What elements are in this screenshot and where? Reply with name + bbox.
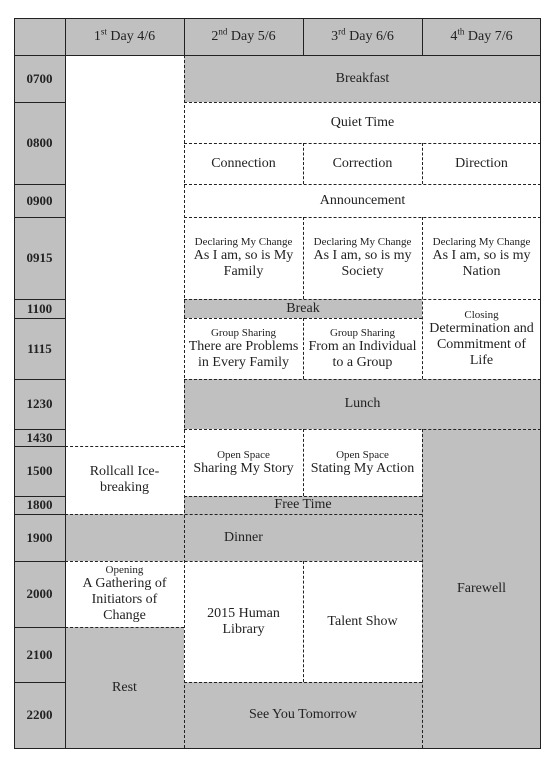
time-row-divider xyxy=(14,429,65,430)
event-divider xyxy=(303,217,304,299)
time-col-divider xyxy=(65,55,66,748)
group-sharing-problems-event xyxy=(184,318,303,379)
see-you-tomorrow-title: See You Tomorrow xyxy=(248,707,358,722)
dinner-event xyxy=(65,514,422,561)
event-divider xyxy=(65,514,422,515)
time-row-divider xyxy=(14,682,65,683)
declaring-society-event xyxy=(303,217,422,299)
event-divider xyxy=(184,429,541,430)
time-0700: 0700 xyxy=(14,55,65,102)
time-1800: 1800 xyxy=(14,496,65,514)
breakfast-title: Breakfast xyxy=(335,70,390,86)
talent-show-title: Talent Show xyxy=(327,613,398,629)
open-space-action-label: Open Space xyxy=(336,448,389,461)
breakfast-event xyxy=(184,55,541,102)
time-row-divider xyxy=(14,102,65,103)
event-divider xyxy=(65,446,184,447)
header-col-divider xyxy=(303,18,304,55)
event-divider xyxy=(184,184,541,185)
event-divider xyxy=(184,55,185,748)
table-border-top xyxy=(14,18,541,19)
announcement-title: Announcement xyxy=(319,192,406,208)
dinner-title: Dinner xyxy=(224,529,263,545)
time-row-divider xyxy=(14,379,65,380)
open-space-story-title: Sharing My Story xyxy=(193,460,294,476)
open-space-action-event xyxy=(303,429,422,496)
human-library-event xyxy=(184,561,303,682)
open-space-story-label: Open Space xyxy=(217,448,270,461)
free-time-event xyxy=(184,496,422,514)
closing-title: Determination and Commitment of Life xyxy=(429,321,534,368)
header-col-divider xyxy=(65,18,66,55)
event-divider xyxy=(303,429,304,496)
event-divider xyxy=(422,429,423,748)
time-1500: 1500 xyxy=(14,446,65,496)
header-col-divider xyxy=(184,18,185,55)
event-divider xyxy=(303,318,304,379)
opening-title: A Gathering of Initiators of Change xyxy=(82,576,167,623)
break-event xyxy=(184,299,422,318)
day-1-header xyxy=(65,18,184,55)
time-0915: 0915 xyxy=(14,217,65,299)
event-divider xyxy=(422,143,423,184)
time-1430: 1430 xyxy=(14,429,65,446)
day-3-header xyxy=(303,18,422,55)
group-sharing-individual-event xyxy=(303,318,422,379)
header-divider xyxy=(14,55,541,56)
declaring-nation-title: As I am, so is my Nation xyxy=(432,248,531,279)
event-divider xyxy=(65,627,184,628)
rest-event xyxy=(65,627,184,748)
open-space-story-event xyxy=(184,429,303,496)
correction-title: Correction xyxy=(332,155,393,171)
closing-event xyxy=(422,299,541,379)
talent-show-event xyxy=(303,561,422,682)
human-library-title: 2015 Human Library xyxy=(207,605,280,637)
see-you-tomorrow-event xyxy=(184,682,422,748)
time-1230: 1230 xyxy=(14,379,65,429)
event-divider xyxy=(184,496,422,497)
event-divider xyxy=(184,682,422,683)
break-title: Break xyxy=(286,300,320,316)
table-border-right xyxy=(540,18,541,748)
closing-label: Closing xyxy=(464,309,499,321)
event-divider xyxy=(184,102,541,103)
event-divider xyxy=(184,217,541,218)
time-0900: 0900 xyxy=(14,184,65,217)
event-divider xyxy=(65,561,422,562)
day-2-header xyxy=(184,18,303,55)
table-border-left xyxy=(14,18,15,748)
event-divider xyxy=(184,299,541,300)
time-row-divider xyxy=(14,217,65,218)
quiet-time-event xyxy=(184,102,541,143)
time-2000: 2000 xyxy=(14,561,65,627)
day-2-header-text: 2nd Day 5/6 xyxy=(211,25,276,44)
time-1900: 1900 xyxy=(14,514,65,561)
declaring-nation-event xyxy=(422,217,541,299)
connection-title: Connection xyxy=(211,155,276,171)
time-row-divider xyxy=(14,514,65,515)
event-divider xyxy=(184,143,541,144)
declaring-society-label: Declaring My Change xyxy=(313,236,412,248)
declaring-family-title: As I am, so is My Family xyxy=(193,248,294,279)
declaring-society-title: As I am, so is my Society xyxy=(313,248,412,279)
declaring-family-label: Declaring My Change xyxy=(194,236,293,248)
free-time-title: Free Time xyxy=(274,497,332,512)
day-4-header-text: 4th Day 7/6 xyxy=(450,25,513,44)
group-sharing-problems-label: Group Sharing xyxy=(210,326,277,339)
time-row-divider xyxy=(14,446,65,447)
event-divider xyxy=(422,217,423,379)
header-col-divider xyxy=(422,18,423,55)
direction-event xyxy=(422,143,541,184)
rest-title: Rest xyxy=(112,679,137,695)
declaring-nation-label: Declaring My Change xyxy=(432,236,531,248)
time-row-divider xyxy=(14,299,65,300)
connection-event xyxy=(184,143,303,184)
group-sharing-individual-label: Group Sharing xyxy=(329,326,396,339)
time-row-divider xyxy=(14,496,65,497)
event-divider xyxy=(303,143,304,184)
opening-event xyxy=(65,561,184,627)
lunch-title: Lunch xyxy=(344,396,381,411)
farewell-title: Farewell xyxy=(457,580,506,596)
open-space-action-title: Stating My Action xyxy=(310,460,415,476)
corner-header-cell xyxy=(14,18,65,55)
time-row-divider xyxy=(14,184,65,185)
time-row-divider xyxy=(14,627,65,628)
day-1-header-text: 1st Day 4/6 xyxy=(93,25,156,44)
event-divider xyxy=(184,379,541,380)
event-divider xyxy=(184,318,422,319)
time-1100: 1100 xyxy=(14,299,65,318)
day-3-header-text: 3rd Day 6/6 xyxy=(331,25,394,44)
time-row-divider xyxy=(14,561,65,562)
direction-title: Direction xyxy=(455,155,508,171)
farewell-event xyxy=(422,429,541,748)
lunch-event xyxy=(184,379,541,429)
time-2200: 2200 xyxy=(14,682,65,748)
rollcall-event xyxy=(65,446,184,514)
group-sharing-individual-title: From an Individual to a Group xyxy=(308,338,417,370)
announcement-event xyxy=(184,184,541,217)
group-sharing-problems-title: There are Problems in Every Family xyxy=(188,338,299,370)
event-divider xyxy=(303,561,304,682)
quiet-time-title: Quiet Time xyxy=(330,114,395,130)
rollcall-title: Rollcall Ice-breaking xyxy=(89,464,160,495)
time-row-divider xyxy=(14,318,65,319)
time-2100: 2100 xyxy=(14,627,65,682)
declaring-family-event xyxy=(184,217,303,299)
opening-label: Opening xyxy=(105,564,144,576)
day-1-empty-morning xyxy=(65,55,184,446)
time-1115: 1115 xyxy=(14,318,65,379)
time-0800: 0800 xyxy=(14,102,65,184)
table-border-bottom xyxy=(14,748,541,749)
correction-event xyxy=(303,143,422,184)
day-4-header xyxy=(422,18,541,55)
